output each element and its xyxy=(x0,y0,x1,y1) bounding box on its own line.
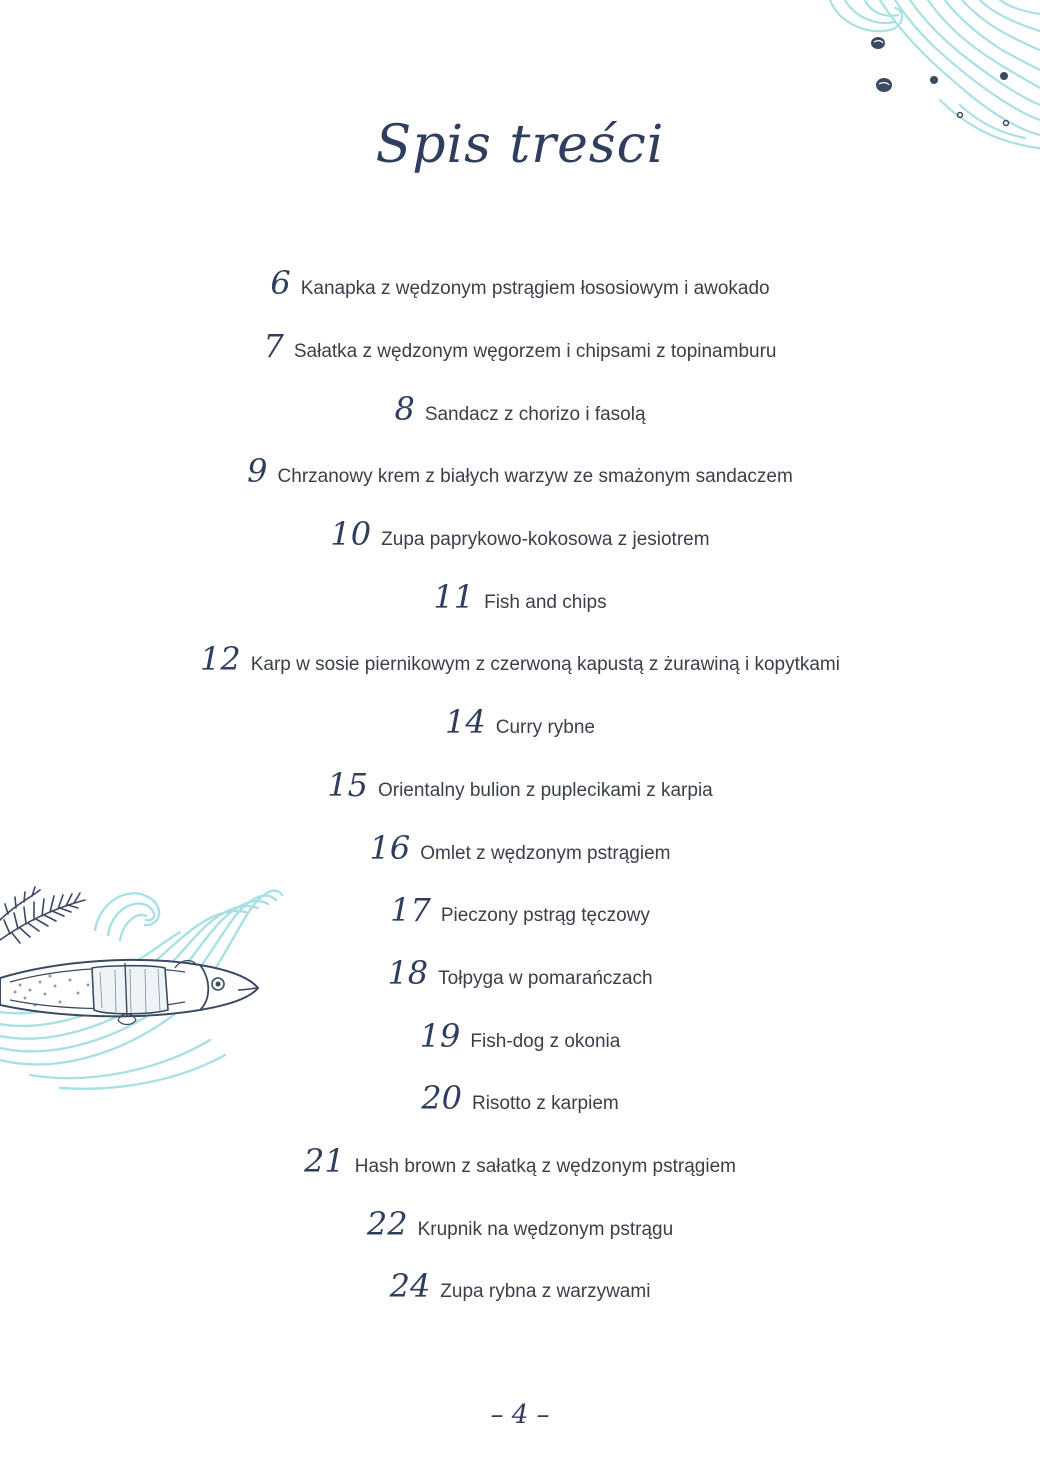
toc-entry[interactable] xyxy=(0,634,1040,697)
toc-entry-page: 20 xyxy=(421,1079,462,1118)
toc-entry-title: Sandacz z chorizo i fasolą xyxy=(424,403,646,425)
toc-entry-title: Risotto z karpiem xyxy=(471,1093,619,1115)
toc-entry-page: 18 xyxy=(387,953,429,992)
toc-entry[interactable] xyxy=(0,697,1040,760)
toc-entry-page: 14 xyxy=(445,703,486,742)
toc-entry-title: Zupa rybna z warzywami xyxy=(440,1281,651,1303)
toc-entry-title: Curry rybne xyxy=(495,717,595,739)
toc-entry-page: 8 xyxy=(394,389,415,428)
toc-entry-page: 17 xyxy=(390,891,431,930)
toc-entry-page: 24 xyxy=(389,1267,431,1306)
toc-entry-title: Chrzanowy krem z białych warzyw ze smażonym sandaczem xyxy=(277,466,793,488)
toc-entry-page: 16 xyxy=(369,828,411,867)
toc-entry-page: 12 xyxy=(200,640,241,679)
toc-entry-page: 22 xyxy=(366,1204,408,1243)
toc-entry[interactable] xyxy=(0,760,1040,823)
toc-entry-page: 6 xyxy=(270,264,291,303)
page-number: – 4 – xyxy=(490,1400,550,1430)
toc-entry-title: Sałatka z wędzonym węgorzem i chipsami z topinamburu xyxy=(293,341,777,363)
toc-entry-title: Orientalny bulion z puplecikami z karpia xyxy=(377,779,713,801)
toc-entry-page: 15 xyxy=(327,765,368,804)
toc-entry-title: Zupa paprykowo-kokosowa z jesiotrem xyxy=(381,529,710,551)
fish-with-rosemary-illustration xyxy=(0,860,290,1090)
toc-entry-title: Fish-dog z okonia xyxy=(470,1030,621,1052)
toc-entry-title: Hash brown z sałatką z wędzonym pstrągiem xyxy=(354,1155,736,1177)
toc-entry-title: Tołpyga w pomarańczach xyxy=(438,967,653,989)
toc-entry-title: Karp w sosie piernikowym z czerwoną kapustą z żurawiną i kopytkami xyxy=(250,654,840,676)
toc-entry-page: 21 xyxy=(304,1141,345,1180)
toc-entry[interactable] xyxy=(0,1261,1040,1324)
toc-entry[interactable] xyxy=(0,383,1040,446)
toc-entry-page: 19 xyxy=(419,1016,461,1055)
toc-entry[interactable] xyxy=(0,446,1040,509)
toc-entry-title: Krupnik na wędzonym pstrągu xyxy=(417,1218,674,1240)
toc-entry-page: 9 xyxy=(247,452,268,491)
toc-entry[interactable] xyxy=(0,1136,1040,1199)
toc-list xyxy=(0,258,1040,1324)
toc-entry[interactable] xyxy=(0,1198,1040,1261)
page-title: Spis treści xyxy=(375,115,665,175)
toc-entry-page: 11 xyxy=(433,577,475,616)
toc-entry[interactable] xyxy=(0,509,1040,572)
toc-entry-page: 10 xyxy=(330,515,372,554)
toc-entry-title: Omlet z wędzonym pstrągiem xyxy=(420,842,671,864)
toc-entry-title: Fish and chips xyxy=(484,591,607,613)
toc-entry[interactable] xyxy=(0,571,1040,634)
toc-entry-title: Pieczony pstrąg tęczowy xyxy=(440,905,650,927)
toc-entry-title: Kanapka z wędzonym pstrągiem łososiowym i awokado xyxy=(300,278,770,300)
toc-entry[interactable] xyxy=(0,258,1040,321)
toc-entry-page: 7 xyxy=(263,327,284,366)
toc-entry[interactable] xyxy=(0,321,1040,384)
